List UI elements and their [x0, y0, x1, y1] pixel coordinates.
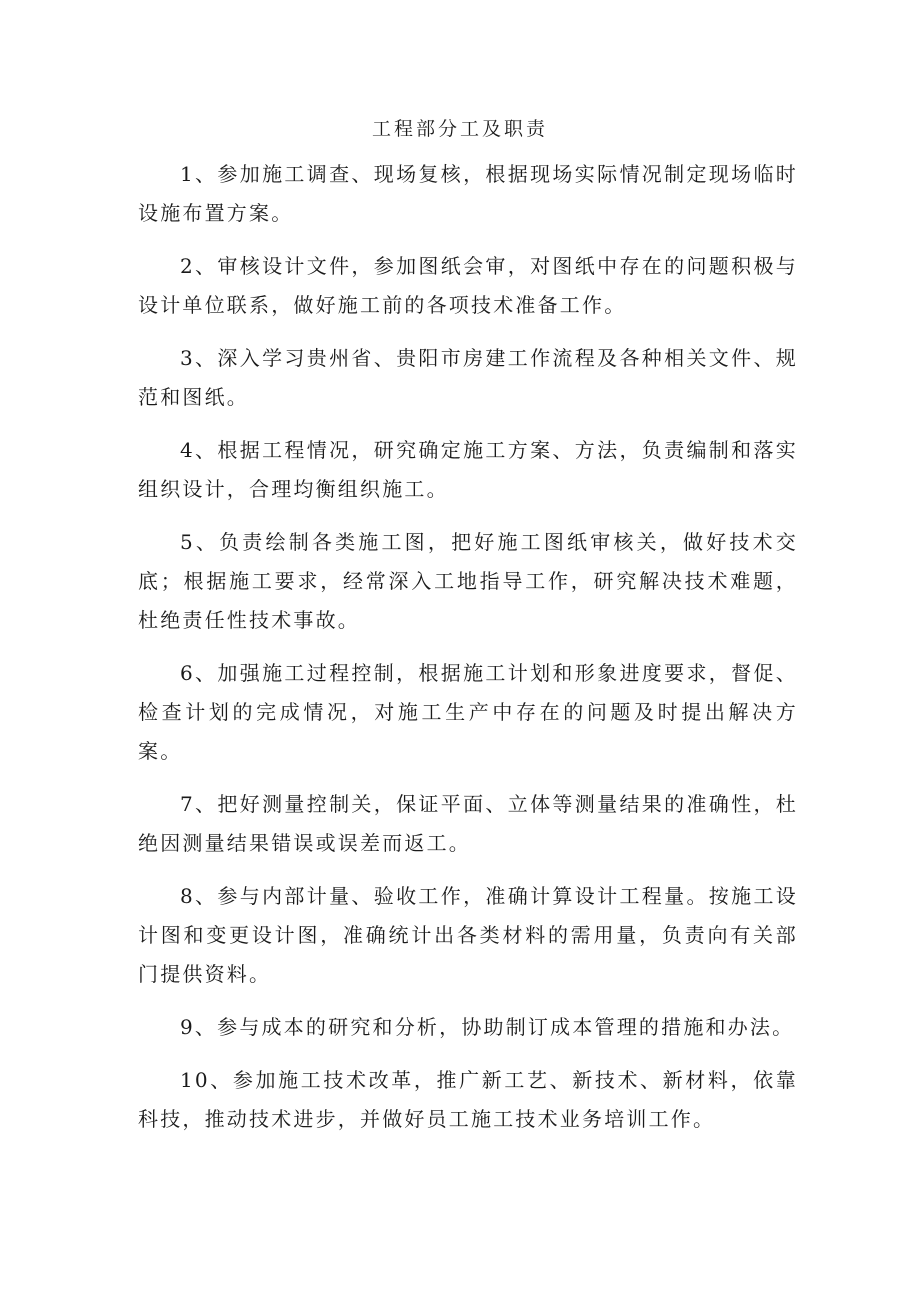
- document-body: [138, 155, 798, 1153]
- duty-item-5: 5、负责绘制各类施工图，把好施工图纸审核关，做好技术交底；根据施工要求，经常深入工地指导工作，研究解决技术难题，杜绝责任性技术事故。: [138, 530, 798, 632]
- duty-item-7: 7、把好测量控制关，保证平面、立体等测量结果的准确性，杜绝因测量结果错误或误差而返工。: [138, 792, 798, 855]
- duty-item-1: 1、参加施工调查、现场复核，根据现场实际情况制定现场临时设施布置方案。: [138, 162, 798, 225]
- duty-item-4: 4、根据工程情况，研究确定施工方案、方法，负责编制和落实组织设计，合理均衡组织施工。: [138, 438, 798, 501]
- duty-item-2: 2、审核设计文件，参加图纸会审，对图纸中存在的问题积极与设计单位联系，做好施工前的各项技术准备工作。: [138, 254, 798, 317]
- duty-item-9: 9、参与成本的研究和分析，协助制订成本管理的措施和办法。: [180, 1015, 795, 1039]
- duty-item-8: 8、参与内部计量、验收工作，准确计算设计工程量。按施工设计图和变更设计图，准确统计出各类材料的需用量，负责向有关部门提供资料。: [138, 884, 798, 986]
- duty-item-3: 3、深入学习贵州省、贵阳市房建工作流程及各种相关文件、规范和图纸。: [138, 346, 798, 409]
- duty-item-6: 6、加强施工过程控制，根据施工计划和形象进度要求，督促、检查计划的完成情况，对施工生产中存在的问题及时提出解决方案。: [138, 661, 798, 763]
- duty-item-10: 10、参加施工技术改革，推广新工艺、新技术、新材料，依靠科技，推动技术进步，并做好员工施工技术业务培训工作。: [138, 1068, 798, 1131]
- document-title: 工程部分工及职责: [371, 118, 548, 140]
